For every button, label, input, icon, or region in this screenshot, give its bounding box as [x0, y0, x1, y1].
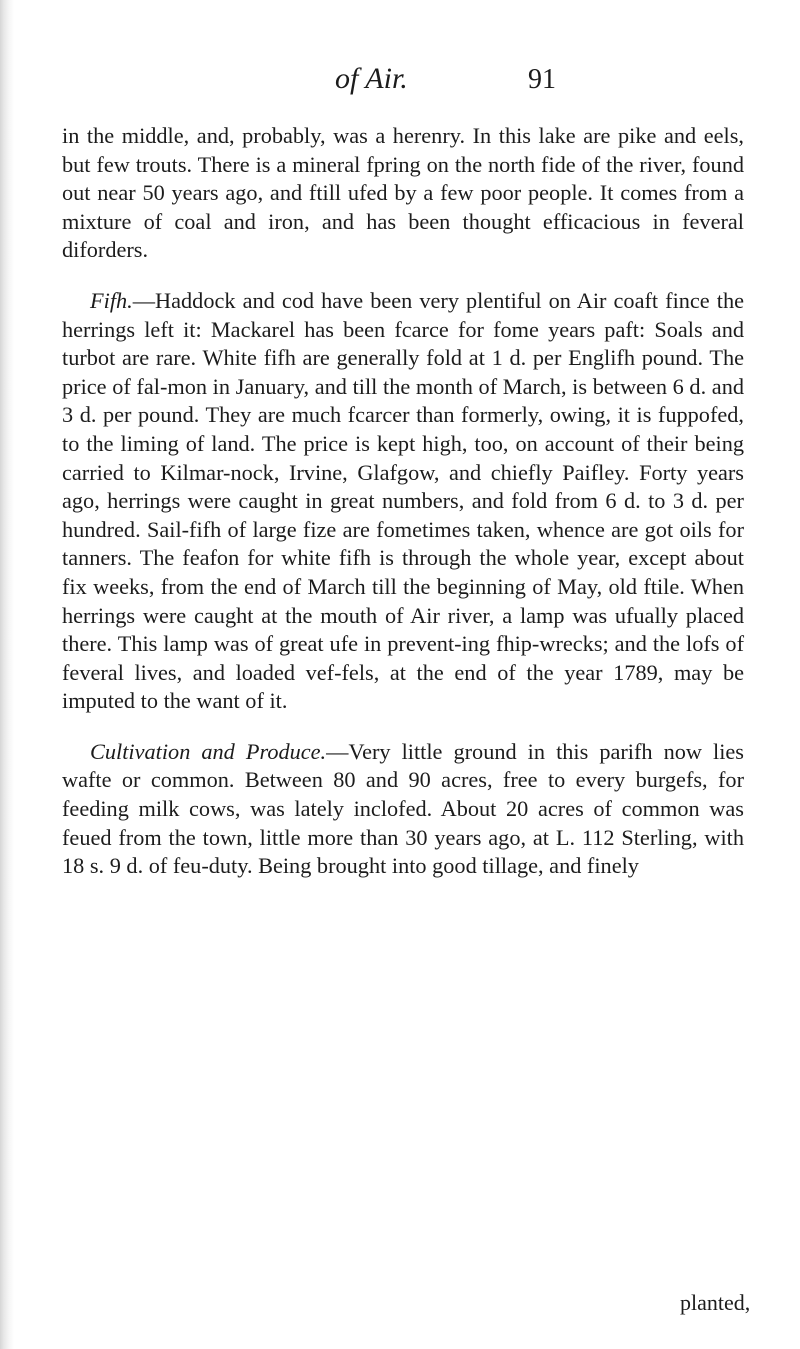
body-text — [62, 122, 744, 903]
paragraph-text: —Haddock and cod have been very plentiful on Air coaft fince the herrings left it: Mackarel has been fcarce for fome years paft: Soals and turbot are rare. White fifh are generally fold at 1 d. per Englifh pound. The price of fal-mon in January, and till the month of March, is between 6 d. and 3 d. per pound. They are much fcarcer than formerly, owing, it is fuppofed, to the liming of land. The price is kept high, too, on account of their being carried to Kilmar-nock, Irvine, Glafgow, and chiefly Paifley. Forty years ago, herrings were caught in great numbers, and fold from 6 d. to 3 d. per hundred. Sail-fifh of large fize are fometimes taken, whence are got oils for tanners. The feafon for white fifh is through the whole year, except about fix weeks, from the end of March till the beginning of May, old ftile. When herrings were caught at the mouth of Air river, a lamp was ufually placed there. This lamp was of great ufe in prevent-ing fhip-wrecks; and the lofs of feveral lives, and loaded vef-fels, at the end of the year 1789, may be imputed to the want of it. — [62, 287, 744, 714]
paragraph-continuation — [62, 122, 744, 265]
running-head: of Air. — [335, 62, 408, 95]
paragraph-text: —Very little ground in this parifh now lies wafte or common. Between 80 and 90 acres, free to every burgefs, for feeding milk cows, was lately inclofed. About 20 acres of common was feued from the town, little more than 30 years ago, at L. 112 Sterling, with 18 s. 9 d. of feu-duty. Being brought into good tillage, and finely — [62, 738, 744, 879]
paragraph-fish — [62, 287, 744, 716]
paragraph-text: in the middle, and, probably, was a herenry. In this lake are pike and eels, but few trouts. There is a mineral fpring on the north fide of the river, found out near 50 years ago, and ftill ufed by a few poor people. It comes from a mixture of coal and iron, and has been thought efficacious in feveral diforders. — [62, 123, 744, 263]
paragraph-cultivation — [62, 738, 744, 881]
page-header — [0, 62, 800, 102]
catchword: planted, — [680, 1290, 751, 1315]
section-heading-cultivation: Cultivation and Produce. — [90, 738, 327, 764]
page-gutter-edge — [0, 0, 14, 1349]
page-number: 91 — [528, 64, 556, 95]
section-heading-fish: Fifh. — [90, 287, 133, 313]
